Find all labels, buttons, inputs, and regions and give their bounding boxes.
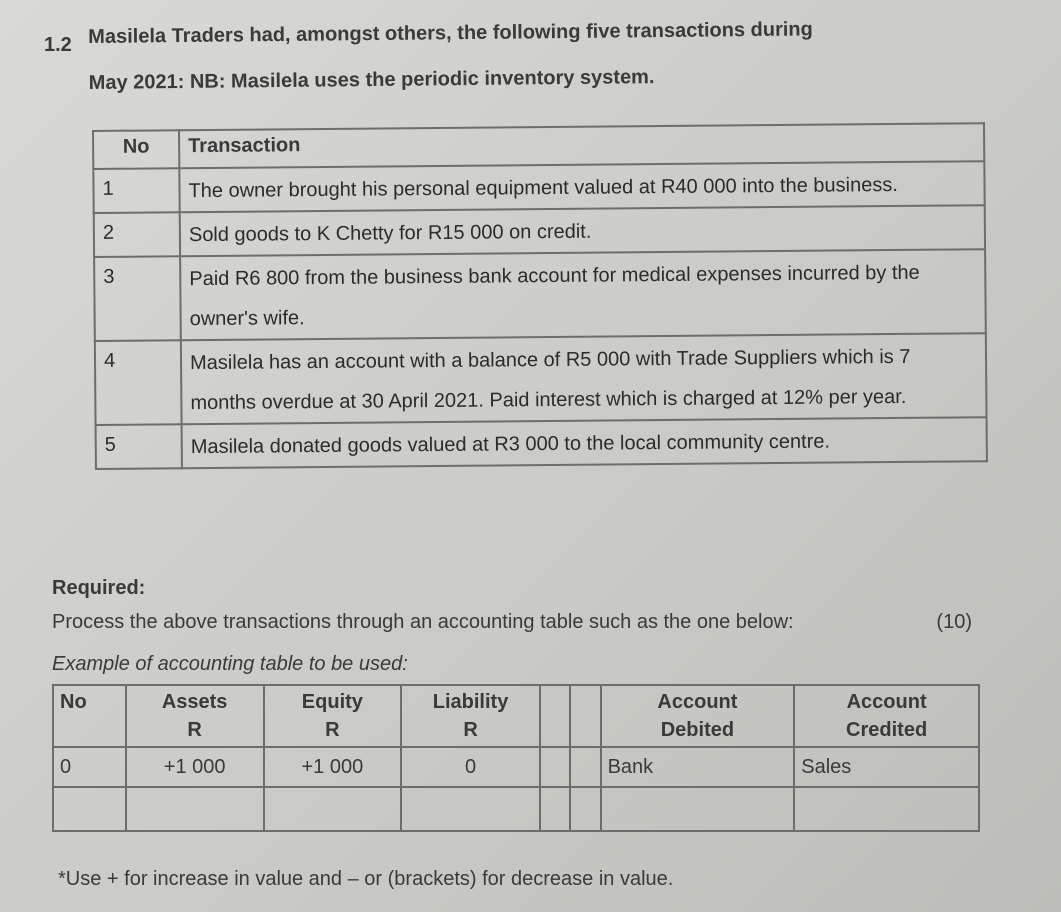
- acc-header-liability: [401, 685, 540, 747]
- transaction-text: Paid R6 800 from the business bank account for medical expenses incurred by the owner's wife.: [180, 249, 986, 340]
- table-row: [95, 333, 987, 425]
- transaction-number: 5: [96, 424, 182, 469]
- table-row: [94, 205, 985, 257]
- empty-cell: [126, 787, 264, 831]
- accounting-header-row: [53, 685, 979, 747]
- empty-cell: [53, 787, 126, 831]
- acc-header-assets: [126, 685, 264, 747]
- table-row: [94, 249, 986, 341]
- empty-cell: [401, 787, 540, 831]
- debited-line-1: Account: [657, 691, 738, 713]
- marks: (10): [936, 611, 972, 633]
- header-no: No: [93, 130, 179, 169]
- assets-label: Assets: [161, 691, 228, 713]
- example-equity: +1 000: [264, 747, 402, 787]
- assets-unit: R: [187, 719, 202, 741]
- acc-header-gap: [570, 685, 600, 747]
- footnote: *Use + for increase in value and – or (brackets) for decrease in value.: [58, 868, 674, 890]
- transaction-text: Sold goods to K Chetty for R15 000 on credit.: [180, 205, 985, 256]
- transaction-text: The owner brought his personal equipment valued at R40 000 into the business.: [179, 161, 984, 212]
- acc-header-debited: [601, 685, 795, 747]
- transaction-number: 2: [94, 212, 180, 257]
- transaction-number: 4: [95, 340, 182, 425]
- empty-cell: [540, 787, 570, 831]
- header-transaction: Transaction: [179, 123, 984, 168]
- required-label: Required:: [52, 577, 146, 599]
- table-row: [96, 417, 987, 469]
- question-heading: [88, 6, 889, 106]
- example-debited: Bank: [601, 747, 795, 787]
- acc-header-credited: [794, 685, 979, 747]
- credited-line-2: Credited: [846, 719, 928, 741]
- liability-unit: R: [463, 719, 478, 741]
- example-credited: Sales: [794, 747, 979, 787]
- table-row: [53, 787, 979, 831]
- equity-unit: R: [325, 719, 340, 741]
- acc-header-no: No: [53, 685, 126, 747]
- example-liability: 0: [401, 747, 540, 787]
- instruction-text: Process the above transactions through an accounting table such as the one below:: [52, 611, 794, 633]
- table-row: [53, 747, 979, 787]
- example-label: Example of accounting table to be used:: [52, 653, 408, 675]
- instruction: [52, 611, 972, 634]
- empty-cell: [264, 787, 402, 831]
- heading-line-2: May 2021: NB: Masilela uses the periodic inventory system.: [88, 66, 655, 94]
- table-row: [93, 161, 984, 213]
- empty-cell: [794, 787, 979, 831]
- question-number: 1.2: [44, 34, 72, 56]
- transaction-text: Masilela donated goods valued at R3 000 to the local community centre.: [182, 417, 987, 468]
- example-no: 0: [53, 747, 126, 787]
- example-assets: +1 000: [126, 747, 264, 787]
- example-gap: [570, 747, 600, 787]
- example-gap: [540, 747, 570, 787]
- empty-cell: [570, 787, 600, 831]
- acc-header-gap: [540, 685, 570, 747]
- empty-cell: [601, 787, 795, 831]
- heading-line-1: Masilela Traders had, amongst others, the following five transactions during: [88, 18, 813, 48]
- transaction-number: 1: [93, 168, 179, 213]
- equity-label: Equity: [301, 691, 363, 713]
- debited-line-2: Debited: [660, 719, 735, 741]
- accounting-table: [52, 684, 980, 832]
- liability-label: Liability: [432, 691, 509, 713]
- transactions-table: [92, 122, 988, 470]
- acc-header-equity: [264, 685, 402, 747]
- transaction-number: 3: [94, 256, 181, 341]
- transaction-text: Masilela has an account with a balance of R5 000 with Trade Suppliers which is 7 months overdue at 30 April 2021. Paid interest which is charged at 12% per year.: [181, 333, 987, 424]
- credited-line-1: Account: [846, 691, 927, 713]
